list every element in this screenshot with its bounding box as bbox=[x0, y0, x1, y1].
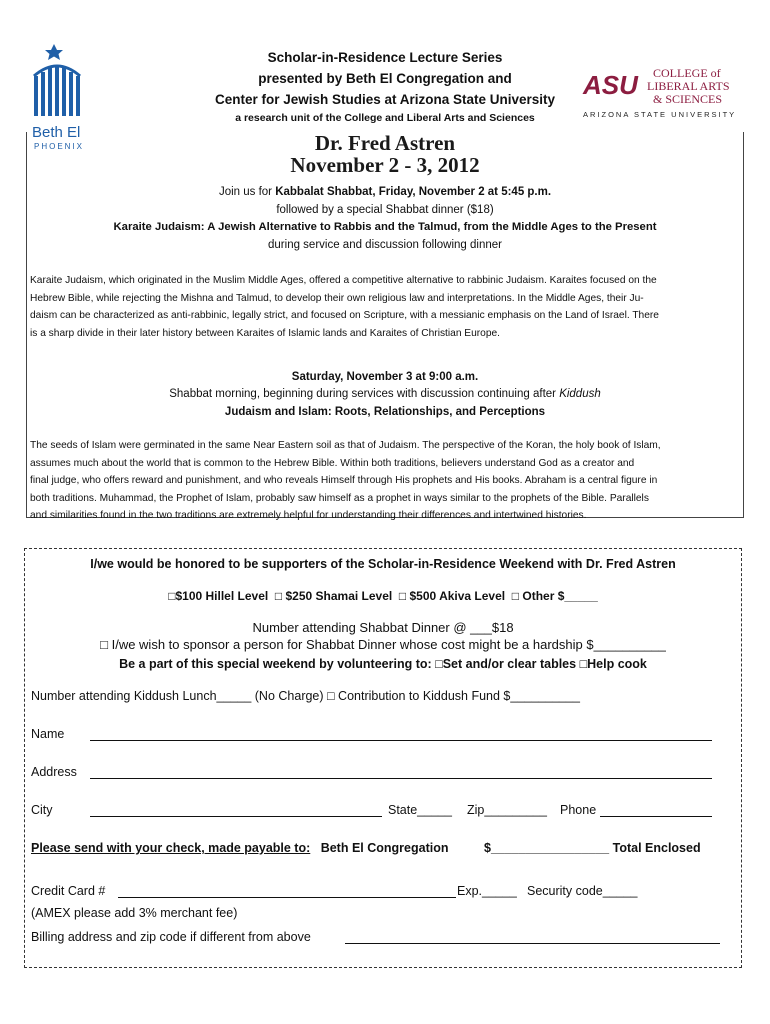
dinner-count[interactable]: Number attending Shabbat Dinner @ ___$18 bbox=[252, 620, 514, 635]
friday-dinner: followed by a special Shabbat dinner ($18) bbox=[276, 204, 494, 216]
kiddush-row[interactable]: Number attending Kiddush Lunch_____ (No Charge) □ Contribution to Kiddush Fund $__________ bbox=[31, 689, 580, 703]
college-line-3: & SCIENCES bbox=[653, 92, 723, 106]
saturday-when: Saturday, November 3 at 9:00 a.m. bbox=[291, 371, 479, 383]
address-label: Address bbox=[31, 765, 77, 779]
volunteer-text: Be a part of this special weekend by volunteering to: bbox=[119, 657, 436, 671]
level-hillel: $100 Hillel Level bbox=[175, 589, 269, 603]
phone-field[interactable] bbox=[600, 816, 712, 817]
friday-desc-line: Karaite Judaism, which originated in the Muslim Middle Ages, offered a competitive alternative to rabbinic Judaism. Karaites focused on the bbox=[30, 275, 657, 286]
credit-card-label: Credit Card # bbox=[31, 884, 106, 898]
sponsor-checkbox[interactable]: □ bbox=[100, 637, 108, 652]
zip-field[interactable]: Zip_________ bbox=[467, 803, 547, 817]
name-label: Name bbox=[31, 727, 65, 741]
friday-intro bbox=[26, 186, 744, 198]
support-levels bbox=[24, 589, 742, 603]
level-checkbox[interactable]: □ bbox=[274, 589, 283, 603]
phone-label: Phone bbox=[560, 803, 597, 817]
support-form bbox=[24, 548, 742, 968]
level-shamai: $250 Shamai Level bbox=[285, 589, 393, 603]
friday-description bbox=[30, 272, 742, 342]
beth-el-logo-text: Beth El bbox=[32, 124, 81, 141]
friday-intro-text: Join us for bbox=[218, 186, 276, 198]
friday-desc-line: Hebrew Bible, while rejecting the Mishna and Talmud, to develop their own religious law and interpretations. In the Middle Ages, their Ju- bbox=[30, 292, 644, 304]
address-field[interactable] bbox=[90, 778, 712, 779]
saturday-description bbox=[30, 437, 742, 525]
saturday-desc-line: and similarities found in the two traditions are extremely helpful for understanding their differences and intertwined histories. bbox=[30, 510, 587, 521]
saturday-desc-line: The seeds of Islam were germinated in the same Near Eastern soil as that of Judaism. The perspective of the Koran, the holy book of Islam, bbox=[30, 440, 661, 451]
saturday-lecture-title: Judaism and Islam: Roots, Relationships, and Perceptions bbox=[224, 406, 546, 418]
city-label: City bbox=[31, 803, 53, 817]
research-unit-note: a research unit of the College and Liberal Arts and Sciences bbox=[235, 112, 535, 124]
send-row bbox=[31, 841, 448, 855]
credit-card-field[interactable] bbox=[118, 897, 456, 898]
level-akiva: $500 Akiva Level bbox=[409, 589, 506, 603]
level-other: Other $_____ bbox=[522, 589, 598, 603]
level-checkbox[interactable]: □ bbox=[398, 589, 407, 603]
payee-name: Beth El Congregation bbox=[320, 841, 449, 855]
name-field[interactable] bbox=[90, 740, 712, 741]
saturday-desc-line: assumes much about the world that is common to the Hebrew Bible. Within both traditions, believers understand God as a creator and bbox=[30, 457, 635, 469]
send-instruction: Please send with your check, made payable to: bbox=[31, 841, 311, 855]
friday-time: Kabbalat Shabbat, Friday, November 2 at 5:45 p.m. bbox=[275, 186, 552, 198]
level-checkbox[interactable]: □ bbox=[511, 589, 520, 603]
college-line-1: COLLEGE of bbox=[653, 66, 721, 80]
level-checkbox[interactable]: □ bbox=[168, 589, 176, 603]
amex-note: (AMEX please add 3% merchant fee) bbox=[31, 906, 238, 920]
total-enclosed-label: Total Enclosed bbox=[612, 841, 701, 855]
saturday-morning-text: Shabbat morning, beginning during services with discussion continuing after bbox=[169, 388, 560, 400]
college-line-2: LIBERAL ARTS bbox=[647, 79, 730, 93]
presented-by: presented by Beth El Congregation and bbox=[258, 71, 512, 86]
beth-el-logo-subtext: PHOENIX bbox=[34, 142, 85, 151]
volunteer-row bbox=[24, 657, 742, 671]
friday-desc-line: daism can be characterized as anti-rabbinic, legally strict, and focused on Scripture, with a messianic emphasis on the Land of Israel. There bbox=[30, 310, 659, 321]
saturday-morning bbox=[26, 388, 744, 400]
saturday-desc-line: both traditions. Muhammad, the Prophet of Islam, probably saw himself as a prophet in ways similar to the prophets of the Bible. Parallels bbox=[30, 492, 649, 504]
city-field[interactable] bbox=[90, 816, 382, 817]
asu-college-logo bbox=[583, 66, 745, 122]
friday-lecture-title: Karaite Judaism: A Jewish Alternative to Rabbis and the Talmud, from the Middle Ages to the Present bbox=[113, 221, 657, 233]
friday-during: during service and discussion following dinner bbox=[268, 239, 502, 251]
expiration-field[interactable]: Exp._____ bbox=[457, 884, 517, 898]
asu-mark: ASU bbox=[583, 70, 638, 100]
form-heading: I/we would be honored to be supporters of the Scholar-in-Residence Weekend with Dr. Fred Astren bbox=[90, 557, 676, 571]
sponsor-text: I/we wish to sponsor a person for Shabbat Dinner whose cost might be a hardship $__________ bbox=[111, 637, 666, 652]
cook-checkbox[interactable]: □ bbox=[579, 657, 588, 671]
volunteer-tables: Set and/or clear tables bbox=[442, 657, 577, 671]
speaker-name: Dr. Fred Astren bbox=[314, 131, 456, 155]
event-dates: November 2 - 3, 2012 bbox=[290, 153, 480, 177]
sponsor-row bbox=[24, 637, 742, 652]
total-row bbox=[484, 841, 701, 855]
saturday-desc-line: final judge, who offers reward and punishment, and who reveals Himself through His prophets and His books. Abraham is a central figure in bbox=[30, 475, 658, 486]
security-code-field[interactable]: Security code_____ bbox=[527, 884, 638, 898]
asu-name: ARIZONA STATE UNIVERSITY bbox=[583, 110, 737, 119]
series-title: Scholar-in-Residence Lecture Series bbox=[267, 50, 503, 65]
kiddush-word: Kiddush bbox=[559, 388, 601, 400]
billing-label: Billing address and zip code if different from above bbox=[31, 930, 311, 944]
center-name: Center for Jewish Studies at Arizona State University bbox=[214, 92, 556, 107]
total-amount-field[interactable]: $_________________ bbox=[484, 841, 610, 855]
volunteer-cook: Help cook bbox=[587, 657, 647, 671]
friday-desc-line: is a sharp divide in their later history between Karaites of Islamic lands and Karaites of Christian Europe. bbox=[30, 327, 500, 339]
tables-checkbox[interactable]: □ bbox=[435, 657, 443, 671]
billing-address-field[interactable] bbox=[345, 943, 720, 944]
state-field[interactable]: State_____ bbox=[388, 803, 452, 817]
